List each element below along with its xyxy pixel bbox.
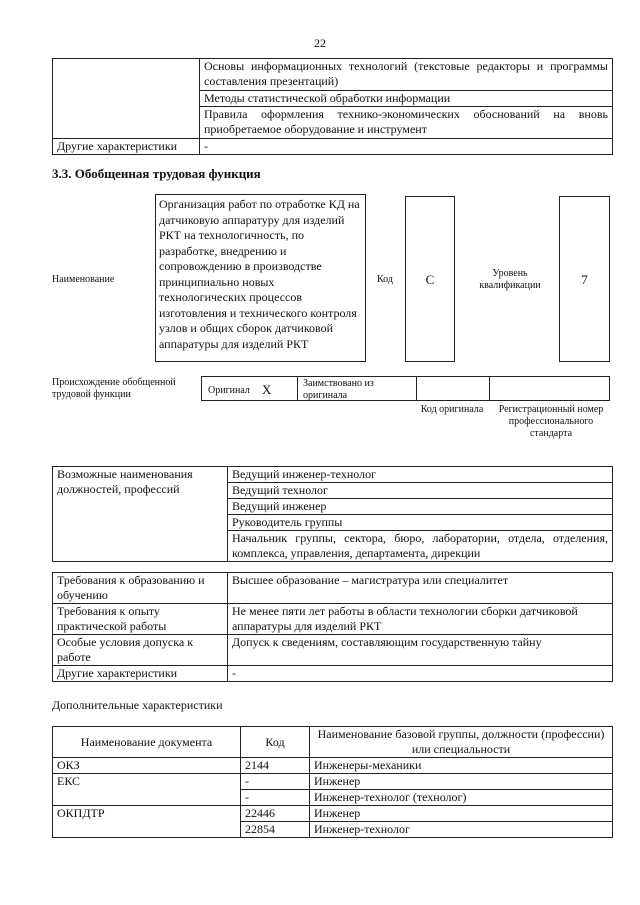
position-item: Начальник группы, сектора, бюро, лаборатории, отдела, отделения, комплекса, управления, департамента, дирекции bbox=[228, 531, 613, 562]
borrowed-label: Заимствовано из оригинала bbox=[303, 378, 374, 401]
experience-value: Не менее пяти лет работы в области технологии сборки датчиковой аппаратуры для изделий РКТ bbox=[228, 604, 613, 635]
other-value: - bbox=[228, 666, 613, 682]
level-label: Уровень квалификации bbox=[479, 268, 541, 291]
experience-label: Требования к опыту практической работы bbox=[53, 604, 228, 635]
origin-divider bbox=[489, 377, 490, 400]
education-label: Требования к образованию и обучению bbox=[53, 573, 228, 604]
code-cell: - bbox=[241, 790, 310, 806]
position-item: Ведущий инженер-технолог bbox=[228, 467, 613, 483]
original-label: Оригинал bbox=[208, 385, 250, 396]
level-value: 7 bbox=[581, 272, 588, 287]
position-item: Руководитель группы bbox=[228, 515, 613, 531]
gtf-name-text: Организация работ по отработке КД на датчиковую аппаратуру для изделий РКТ на технологичность, по разработке, внедрению и сопровождению в производстве принципиально новых технологических процессов изготовления и технического контроля узлов и общих сборок датчиковой аппаратуры для изделий РКТ bbox=[159, 197, 360, 351]
name-cell: Инженер-технолог (технолог) bbox=[310, 790, 613, 806]
code-cell: - bbox=[241, 774, 310, 790]
knowledge-label-cell bbox=[53, 59, 200, 139]
knowledge-table bbox=[52, 58, 613, 155]
doc-eks: ЕКС bbox=[53, 774, 241, 806]
other-label: Другие характеристики bbox=[53, 666, 228, 682]
additional-title: Дополнительные характеристики bbox=[52, 698, 223, 712]
additional-table bbox=[52, 726, 613, 838]
header-code: Код bbox=[241, 727, 310, 758]
gtf-name-box bbox=[155, 194, 366, 362]
code-label: Код bbox=[377, 274, 393, 285]
position-item: Ведущий инженер bbox=[228, 499, 613, 515]
name-cell: Инженер-технолог bbox=[310, 822, 613, 838]
knowledge-row: Правила оформления технико-экономических обоснований на вновь приобретаемое оборудование и инструмент bbox=[200, 107, 613, 139]
name-label: Наименование bbox=[52, 274, 115, 285]
doc-okpdtr: ОКПДТР bbox=[53, 806, 241, 838]
header-name: Наименование базовой группы, должности (профессии) или специальности bbox=[310, 727, 613, 758]
original-code-caption: Код оригинала bbox=[420, 404, 484, 415]
origin-divider bbox=[416, 377, 417, 400]
origin-divider bbox=[297, 377, 298, 400]
other-characteristics-value: - bbox=[200, 139, 613, 155]
other-characteristics-label: Другие характеристики bbox=[53, 139, 200, 155]
doc-okz: ОКЗ bbox=[53, 758, 241, 774]
code-cell: 22446 bbox=[241, 806, 310, 822]
knowledge-row: Основы информационных технологий (текстовые редакторы и программы составления презентаций) bbox=[200, 59, 613, 91]
positions-table bbox=[52, 466, 613, 562]
education-value: Высшее образование – магистратура или специалитет bbox=[228, 573, 613, 604]
name-cell: Инженер bbox=[310, 774, 613, 790]
admission-label: Особые условия допуска к работе bbox=[53, 635, 228, 666]
code-cell: 22854 bbox=[241, 822, 310, 838]
name-cell: Инженеры-механики bbox=[310, 758, 613, 774]
position-item: Ведущий технолог bbox=[228, 483, 613, 499]
requirements-table bbox=[52, 572, 613, 682]
reg-number-caption: Регистрационный номер профессионального стандарта bbox=[498, 404, 604, 439]
section-title: 3.3. Обобщенная трудовая функция bbox=[52, 166, 261, 181]
origin-label: Происхождение обобщенной трудовой функции bbox=[52, 377, 176, 400]
knowledge-row: Методы статистической обработки информации bbox=[200, 91, 613, 107]
admission-value: Допуск к сведениям, составляющим государственную тайну bbox=[228, 635, 613, 666]
origin-box bbox=[201, 376, 610, 401]
name-cell: Инженер bbox=[310, 806, 613, 822]
code-value: C bbox=[425, 272, 435, 287]
page-number: 22 bbox=[314, 36, 326, 50]
header-doc: Наименование документа bbox=[53, 727, 241, 758]
code-cell: 2144 bbox=[241, 758, 310, 774]
positions-label: Возможные наименования должностей, профессий bbox=[53, 467, 228, 562]
original-mark: X bbox=[262, 382, 272, 397]
